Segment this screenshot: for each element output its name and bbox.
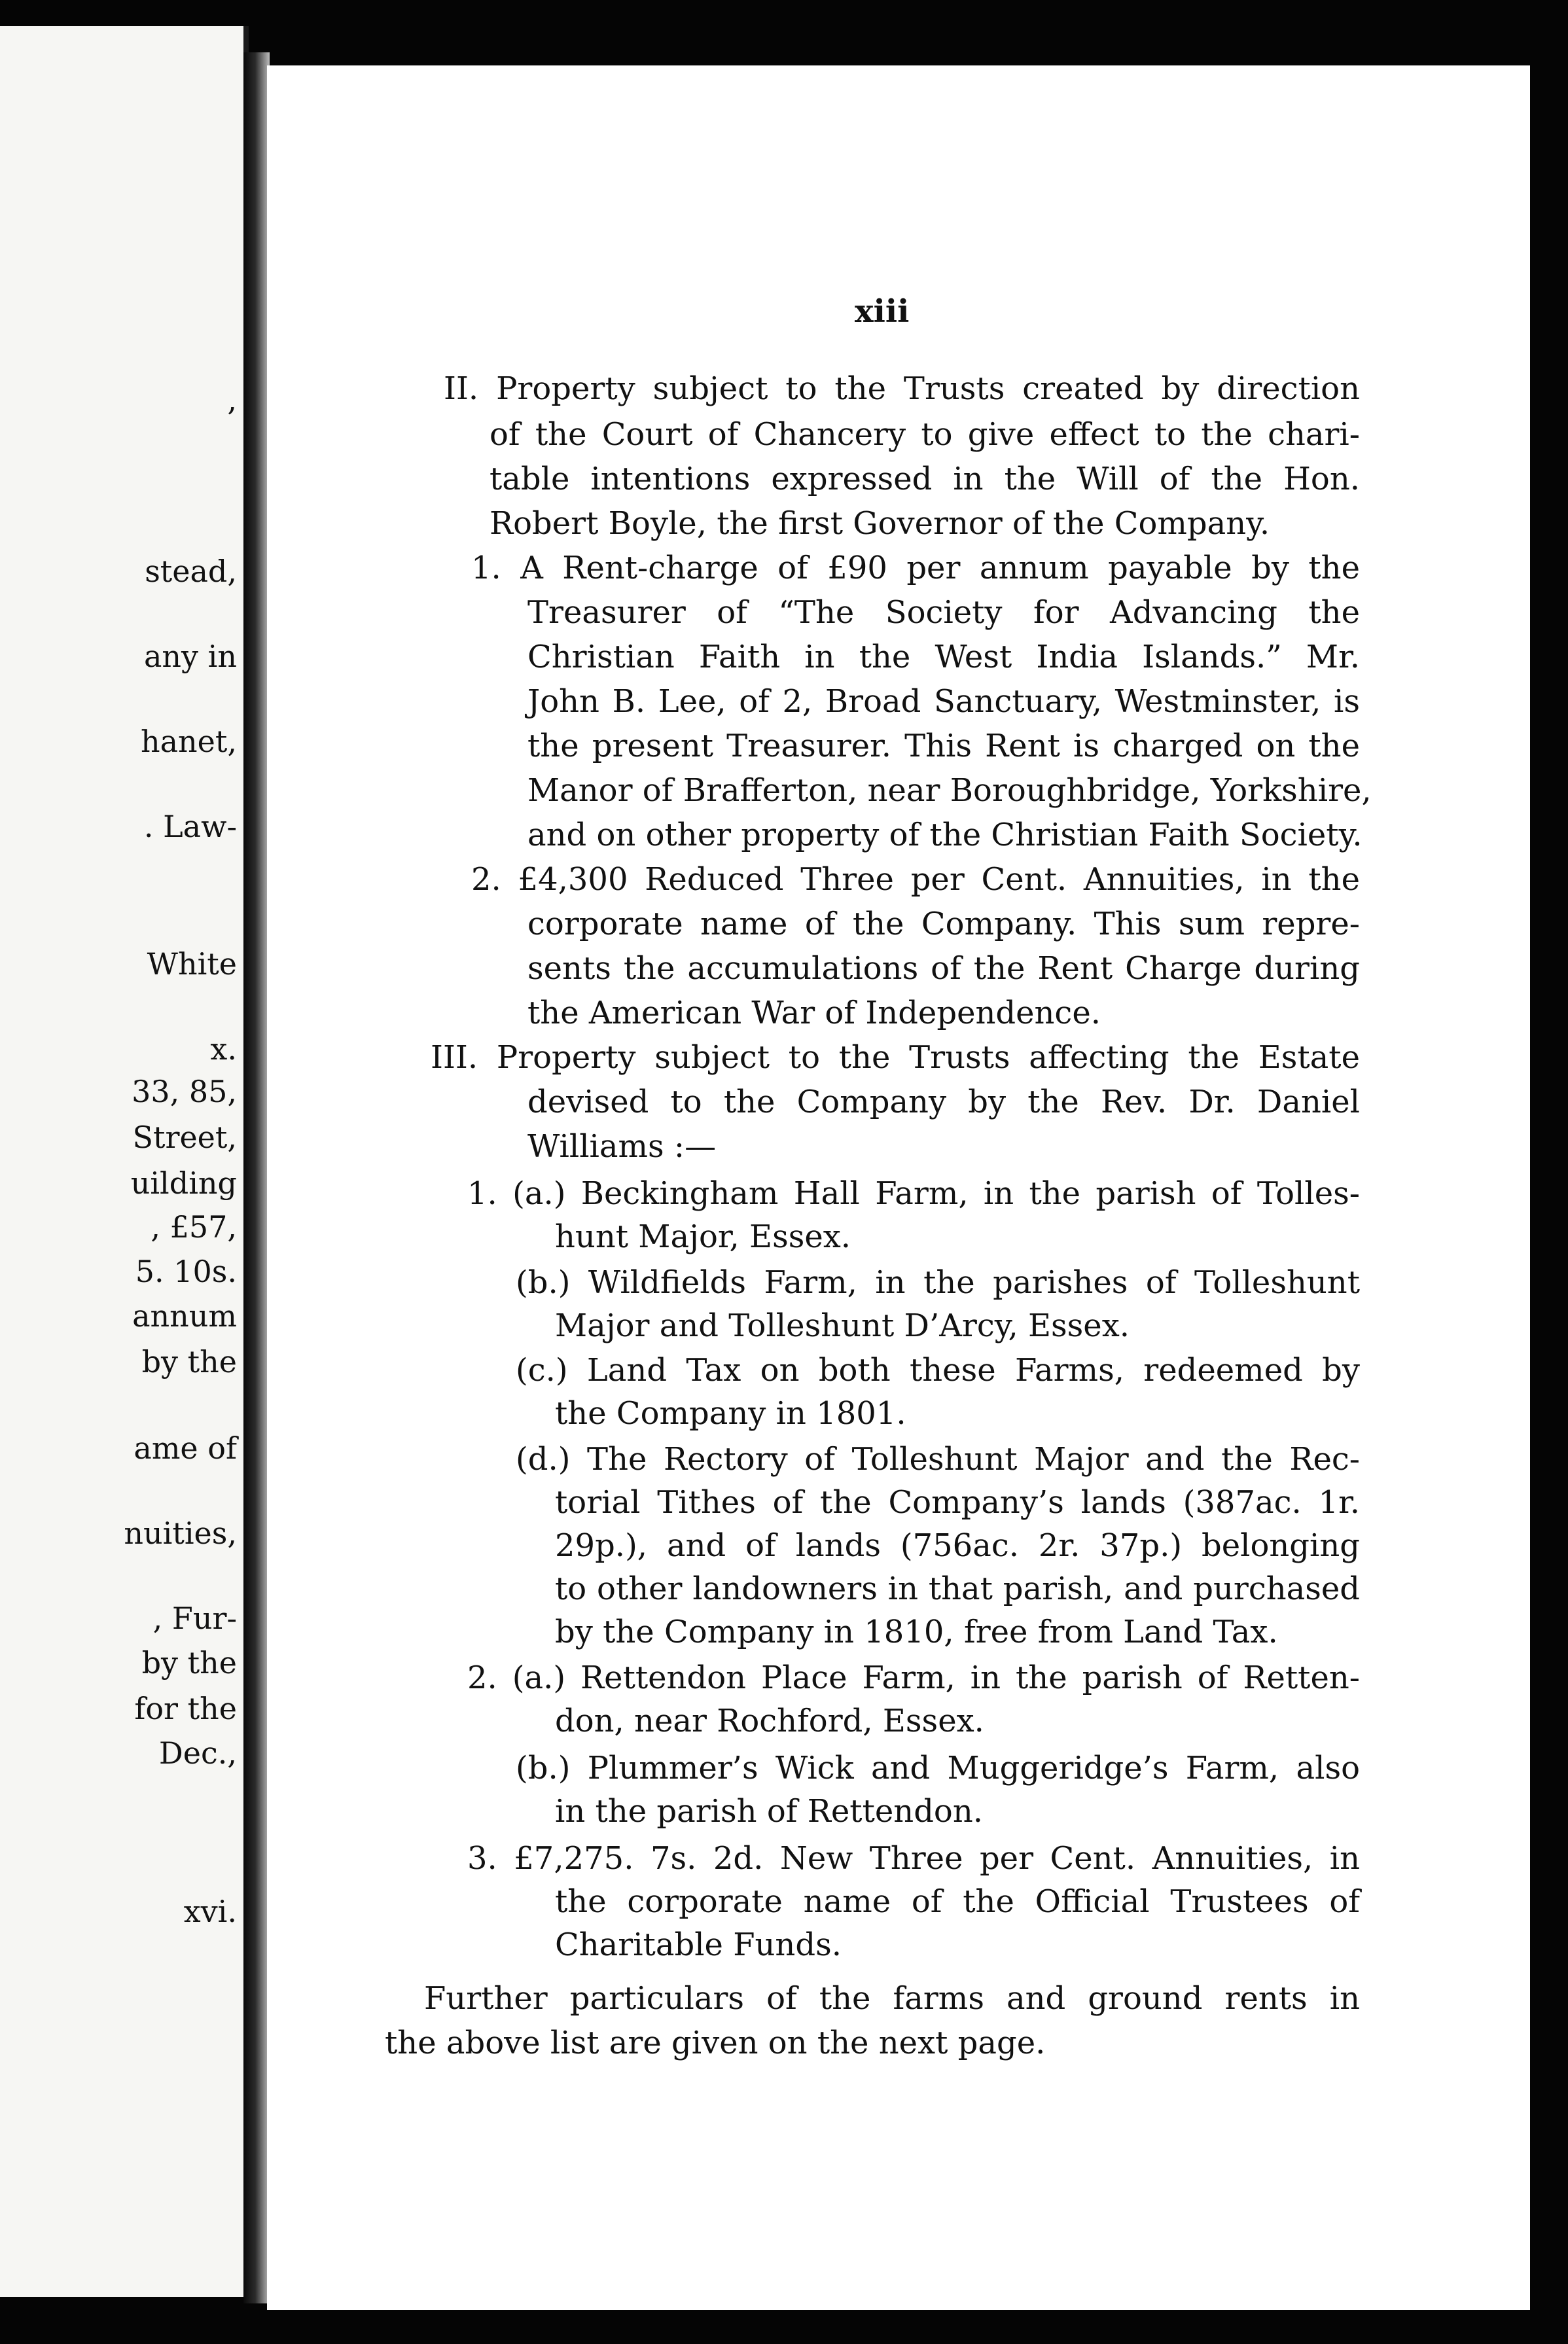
left-fragment: 5. 10s. [135, 1254, 237, 1289]
section-ii-item-2-line: corporate name of the Company. This sum repre- [527, 906, 1360, 942]
left-fragment: Dec., [158, 1735, 237, 1771]
left-fragment: 33, 85, [132, 1074, 237, 1109]
section-iii-item-1b-line: Major and Tolleshunt D’Arcy, Essex. [555, 1307, 1130, 1344]
section-iii-item-2b-line: (b.) Plummer’s Wick and Muggeridge’s Farm, also [516, 1750, 1360, 1786]
left-fragment: by the [141, 1344, 237, 1379]
left-fragment: ame of [134, 1430, 237, 1466]
left-fragment: hanet, [140, 724, 237, 759]
section-iii-item-1d-line: by the Company in 1810, free from Land Tax. [555, 1614, 1278, 1650]
section-iii-item-2a-line: don, near Rochford, Essex. [555, 1703, 984, 1739]
right-page [267, 65, 1530, 2310]
left-fragment: Street, [132, 1120, 237, 1155]
section-ii-item-2-line: sents the accumulations of the Rent Charge during [527, 950, 1360, 987]
section-ii-item-2-line: the American War of Independence. [527, 995, 1101, 1031]
section-iii-line: devised to the Company by the Rev. Dr. Daniel [527, 1084, 1360, 1120]
left-fragment: any in [144, 639, 237, 674]
section-iii-item-3-line: 3. £7,275. 7s. 2d. New Three per Cent. Annuities, in [467, 1840, 1360, 1877]
left-fragment: , Fur- [152, 1601, 237, 1636]
left-fragment: , [227, 382, 237, 417]
left-fragment: White [147, 946, 237, 982]
section-iii-item-1a-line: hunt Major, Essex. [555, 1218, 851, 1255]
section-ii-line: of the Court of Chancery to give effect to the chari- [490, 416, 1360, 453]
section-iii-item-2b-line: in the parish of Rettendon. [555, 1793, 983, 1830]
section-iii-item-1d-line: torial Tithes of the Company’s lands (387ac. 1r. [555, 1484, 1360, 1521]
section-iii-item-1a-line: 1. (a.) Beckingham Hall Farm, in the parish of Tolles- [467, 1175, 1360, 1212]
section-ii-item-1-line: Christian Faith in the West India Islands.” Mr. [527, 639, 1360, 675]
left-fragment: xvi. [183, 1894, 237, 1929]
left-fragment: x. [210, 1031, 237, 1067]
left-fragment: . Law- [143, 809, 237, 844]
section-iii-item-1d-line: 29p.), and of lands (756ac. 2r. 37p.) belonging [555, 1527, 1360, 1564]
section-ii-item-2-line: 2. £4,300 Reduced Three per Cent. Annuities, in the [471, 861, 1360, 898]
closing-line: the above list are given on the next page. [385, 2025, 1046, 2061]
left-fragment: for the [134, 1691, 237, 1726]
section-iii-line: III. Property subject to the Trusts affecting the Estate [431, 1039, 1360, 1076]
section-ii-item-1-line: the present Treasurer. This Rent is charged on the [527, 728, 1360, 764]
left-fragment: , £57, [151, 1209, 237, 1245]
section-iii-item-1c-line: (c.) Land Tax on both these Farms, redeemed by [516, 1352, 1360, 1389]
book-spine-shadow [243, 52, 270, 2303]
section-ii-item-1-line: Treasurer of “The Society for Advancing the [527, 594, 1360, 631]
section-ii-line: II. Property subject to the Trusts created by direction [444, 370, 1360, 407]
section-ii-line: Robert Boyle, the first Governor of the Company. [490, 505, 1270, 542]
section-ii-item-1-line: Manor of Brafferton, near Boroughbridge, Yorkshire, [527, 772, 1372, 809]
left-fragment: nuities, [124, 1516, 237, 1551]
left-fragment: uilding [130, 1165, 237, 1201]
section-iii-item-3-line: Charitable Funds. [555, 1927, 842, 1963]
left-fragment: by the [141, 1645, 237, 1680]
left-fragment: stead, [145, 554, 237, 589]
closing-line: Further particulars of the farms and ground rents in [424, 1980, 1360, 2017]
page-number: xiii [855, 293, 910, 330]
section-ii-item-1-line: and on other property of the Christian Faith Society. [527, 817, 1363, 853]
section-iii-item-1d-line: (d.) The Rectory of Tolleshunt Major and the Rec- [516, 1441, 1360, 1478]
section-iii-item-1c-line: the Company in 1801. [555, 1395, 906, 1432]
left-fragment: annum [132, 1298, 237, 1334]
section-iii-item-2a-line: 2. (a.) Rettendon Place Farm, in the parish of Retten- [467, 1660, 1360, 1696]
left-facing-page [0, 26, 249, 2297]
section-iii-item-1d-line: to other landowners in that parish, and purchased [555, 1571, 1360, 1607]
section-ii-item-1-line: 1. A Rent-charge of £90 per annum payable by the [471, 550, 1360, 586]
section-iii-item-3-line: the corporate name of the Official Trustees of [555, 1883, 1360, 1920]
section-ii-line: table intentions expressed in the Will of the Hon. [490, 461, 1360, 497]
section-iii-item-1b-line: (b.) Wildfields Farm, in the parishes of Tolleshunt [516, 1264, 1360, 1301]
section-iii-line: Williams :— [527, 1128, 717, 1165]
section-ii-item-1-line: John B. Lee, of 2, Broad Sanctuary, Westminster, is [527, 683, 1360, 720]
